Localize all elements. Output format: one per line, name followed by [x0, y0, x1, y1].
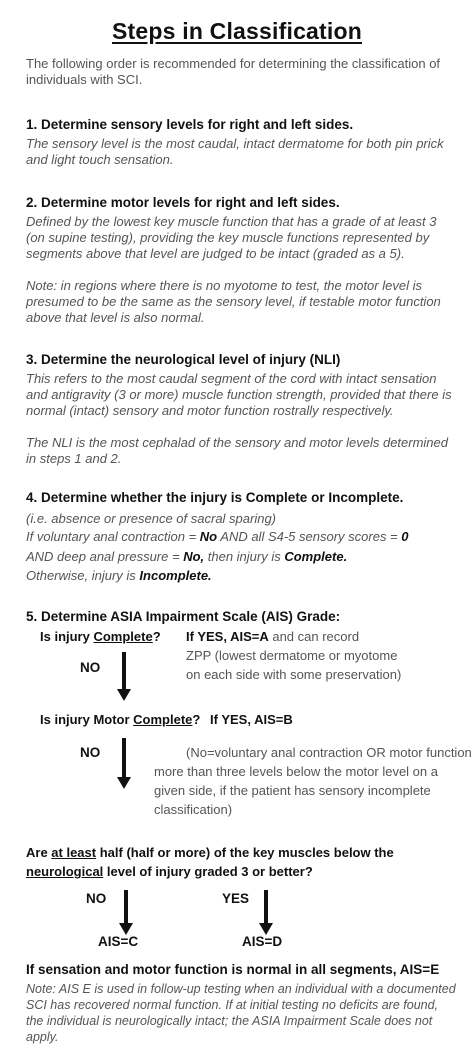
step1-heading: 1. Determine sensory levels for right and left sides.	[26, 117, 354, 132]
intro-text: The following order is recommended for determining the classification of individuals with SCI.	[26, 56, 441, 87]
step4-line4: Otherwise, injury is Incomplete.	[26, 568, 212, 583]
step2-body: Defined by the lowest key muscle function that has a grade of at least 3 (on supine testing), providing the key muscle functions represented by segments above that level are judged to be intact (graded as a 5).	[26, 214, 437, 261]
yes3-label: YES	[222, 891, 250, 906]
final-statement: If sensation and motor function is normal in all segments, AIS=E	[26, 962, 440, 977]
step5-heading: 5. Determine ASIA Impairment Scale (AIS) Grade:	[26, 609, 341, 624]
down-arrow-4-shaft	[264, 890, 268, 924]
no2-note-line2: more than three levels below the motor level on a	[154, 764, 438, 779]
step4-line2: If voluntary anal contraction = No AND all S4-5 sensory scores = 0	[26, 529, 409, 544]
step4-line3: AND deep anal pressure = No, then injury is Complete.	[26, 549, 348, 564]
step3-body: This refers to the most caudal segment of the cord with intact sensation and antigravity (3 or more) muscle function strength, provided that there is normal (intact) sensory and motor function rostrally respectively.	[26, 371, 452, 418]
no2-note-line3: given side, if the patient has sensory incomplete	[154, 783, 431, 798]
down-arrow-2-head	[117, 777, 131, 789]
down-arrow-2-shaft	[122, 738, 126, 778]
q1-answer: If YES, AIS=A and can record	[186, 629, 360, 644]
step4-heading: 4. Determine whether the injury is Complete or Incomplete.	[26, 490, 404, 505]
no3-label: NO	[86, 891, 107, 906]
no2-note-line1: (No=voluntary anal contraction OR motor function	[186, 745, 472, 760]
q1-answer-line3: on each side with some preservation)	[186, 667, 402, 682]
down-arrow-3-shaft	[124, 890, 128, 924]
no1-label: NO	[80, 660, 101, 675]
ais-c-label: AIS=C	[98, 934, 139, 949]
no2-note-line4: classification)	[154, 802, 233, 817]
down-arrow-1-shaft	[122, 652, 126, 690]
step4-line1: (i.e. absence or presence of sacral sparing)	[26, 511, 277, 526]
q1-question: Is injury Complete?	[40, 629, 161, 644]
final-note: Note: AIS E is used in follow-up testing when an individual with a documented SCI has recovered normal function. If at initial testing no deficits are found, the individual is neurologically intact; the ASIA Impairment Scale does not apply.	[26, 982, 456, 1044]
page-title: Steps in Classification	[112, 18, 362, 44]
q2-answer: If YES, AIS=B	[210, 712, 293, 727]
down-arrow-1-head	[117, 689, 131, 701]
step1-body: The sensory level is the most caudal, intact dermatome for both pin prick and light touch sensation.	[26, 136, 444, 167]
ais-d-label: AIS=D	[242, 934, 283, 949]
q3-line1: Are at least half (half or more) of the key muscles below the	[26, 845, 394, 860]
step2-heading: 2. Determine motor levels for right and left sides.	[26, 195, 340, 210]
step3-heading: 3. Determine the neurological level of injury (NLI)	[26, 352, 341, 367]
q3-line2: neurological level of injury graded 3 or better?	[26, 864, 313, 879]
no2-label: NO	[80, 745, 101, 760]
step2-note: Note: in regions where there is no myotome to test, the motor level is presumed to be the same as the sensory level, if testable motor function above that level is also normal.	[26, 278, 441, 325]
q2-question: Is injury Motor Complete?	[40, 712, 201, 727]
step3-note: The NLI is the most cephalad of the sensory and motor levels determined in steps 1 and 2.	[26, 435, 448, 466]
q1-answer-line2: ZPP (lowest dermatome or myotome	[186, 648, 398, 663]
